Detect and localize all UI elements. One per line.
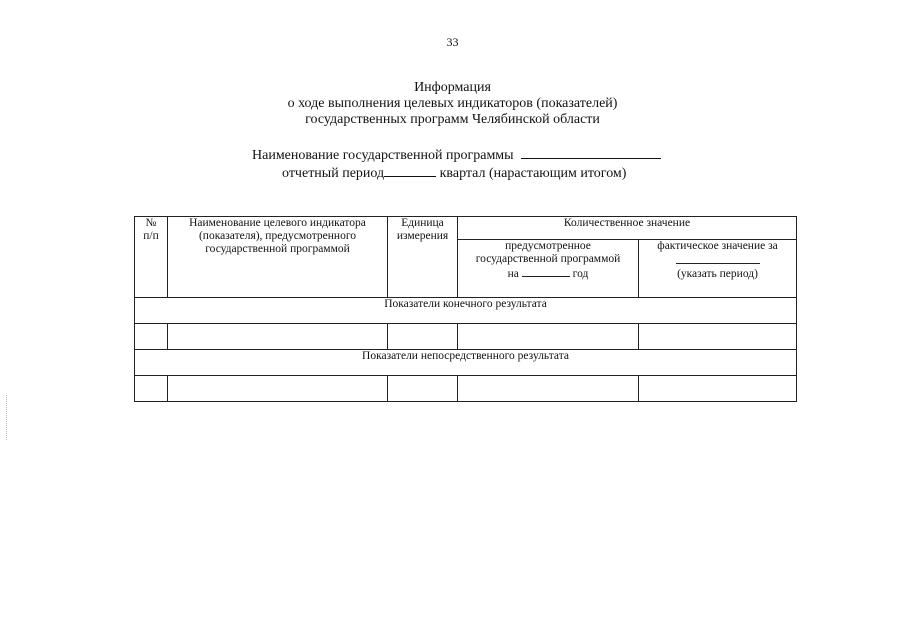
section-title-direct: Показатели непосредственного результата xyxy=(135,350,797,376)
header-unit-line-2: измерения xyxy=(396,230,449,242)
indicators-table xyxy=(134,216,797,402)
cell-unit xyxy=(388,376,458,402)
cell-number xyxy=(135,324,168,350)
scan-edge-mark xyxy=(6,395,7,440)
cell-actual xyxy=(639,324,797,350)
program-name-blank xyxy=(521,158,661,159)
page-number: 33 xyxy=(446,35,459,49)
table-row xyxy=(135,376,797,402)
cell-number xyxy=(135,376,168,402)
header-number-line-2: п/п xyxy=(143,230,159,242)
title-line-1: Информация xyxy=(414,80,491,95)
title-line-3: государственных программ Челябинской области xyxy=(305,112,600,127)
reporting-period-suffix: квартал (нарастающим итогом) xyxy=(439,166,627,181)
header-planned-year-blank xyxy=(522,266,570,277)
reporting-period-prefix: отчетный период xyxy=(282,166,385,181)
header-planned-line-3 xyxy=(458,266,638,281)
header-actual-line-1: фактическое значение за xyxy=(657,240,778,252)
header-actual-line-3: (указать период) xyxy=(677,268,758,280)
header-actual-value xyxy=(639,240,797,298)
header-planned-value xyxy=(458,240,639,298)
cell-planned xyxy=(458,376,639,402)
reporting-period-line xyxy=(282,166,626,182)
title-line-2: о ходе выполнения целевых индикаторов (показателей) xyxy=(287,96,618,111)
header-actual-line-2 xyxy=(639,253,796,268)
header-indicator-name: Наименование целевого индикатора (показателя), предусмотренного государственной программой xyxy=(168,217,388,298)
cell-planned xyxy=(458,324,639,350)
cell-unit xyxy=(388,324,458,350)
table-row xyxy=(135,324,797,350)
header-planned-suffix: год xyxy=(572,268,589,280)
header-number xyxy=(135,217,168,298)
program-name-label: Наименование государственной программы xyxy=(252,148,514,163)
header-quantity: Количественное значение xyxy=(458,217,797,240)
header-planned-line-1: предусмотренное xyxy=(505,240,591,252)
section-row-direct xyxy=(135,350,797,376)
header-actual-period-blank xyxy=(676,253,760,264)
header-unit xyxy=(388,217,458,298)
header-planned-prefix: на xyxy=(507,268,519,280)
program-name-line xyxy=(252,148,661,164)
header-row xyxy=(135,217,797,240)
cell-actual xyxy=(639,376,797,402)
document-title xyxy=(0,80,905,128)
header-number-line-1: № xyxy=(145,217,157,229)
cell-indicator-name xyxy=(168,376,388,402)
cell-indicator-name xyxy=(168,324,388,350)
section-row-final xyxy=(135,298,797,324)
header-planned-line-2: государственной программой xyxy=(475,253,621,265)
header-unit-line-1: Единица xyxy=(401,217,444,229)
reporting-period-blank xyxy=(384,176,436,177)
section-title-final: Показатели конечного результата xyxy=(135,298,797,324)
